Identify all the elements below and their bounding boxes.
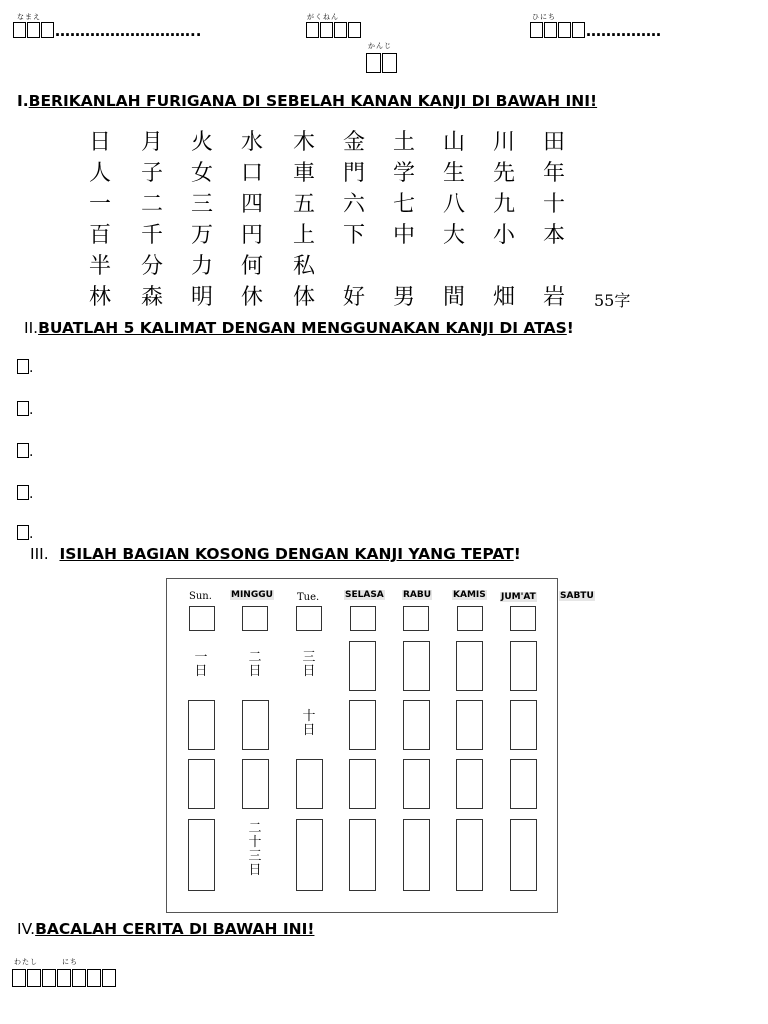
cal-box-r3c4[interactable] [349,759,376,809]
kanji-cell: 上 [292,223,315,248]
kanji-cell: 水 [240,130,263,155]
cal-box-r3c3[interactable] [296,759,323,809]
cal-header-box-3[interactable] [296,606,322,631]
cal-box-r2c1[interactable] [188,700,215,750]
kanji-cell: 十 [542,192,565,217]
class-field[interactable] [306,22,362,40]
calendar [166,578,558,913]
cal-box-r2c4[interactable] [349,700,376,750]
section-2-heading: II.BUATLAH 5 KALIMAT DENGAN MENGGUNAKAN KANJI DI ATAS! [24,319,574,337]
kanji-cell: 半 [88,254,111,279]
kanji-cell: 男 [392,285,415,310]
story-ruby-2: にち [62,958,78,966]
name-dots: ……………………….. [55,22,202,40]
page-title [366,53,398,75]
kanji-cell: 一 [88,192,111,217]
story-ruby-1: わたし [14,958,38,966]
cal-box-r4c3[interactable] [296,819,323,891]
cal-box-r2c5[interactable] [403,700,430,750]
sentence-item-5[interactable]: . [17,525,33,542]
day-minggu: MINGGU [231,590,273,600]
kanji-cell: 何 [240,254,263,279]
cal-box-r1c4[interactable] [349,641,376,691]
kanji-cell: 学 [392,161,415,186]
day-rabu: RABU [403,590,432,600]
kanji-cell: 木 [292,130,315,155]
kanji-cell: 休 [240,285,263,310]
title-ruby: かんじ [368,42,392,50]
day-kamis: KAMIS [453,590,486,600]
kanji-cell: 好 [342,285,365,310]
kanji-grid [76,128,642,310]
section-3-heading: III. ISILAH BAGIAN KOSONG DENGAN KANJI YANG TEPAT! [30,545,521,563]
cal-header-box-1[interactable] [189,606,215,631]
kanji-cell: 畑 [492,285,515,310]
cal-box-r4c5[interactable] [403,819,430,891]
date-dots: …………… [586,22,661,40]
kanji-cell: 土 [392,130,415,155]
kanji-cell: 林 [88,285,111,310]
sentence-item-4[interactable]: . [17,485,33,502]
kanji-cell: 九 [492,192,515,217]
kanji-cell: 小 [492,223,515,248]
cal-box-r2c6[interactable] [456,700,483,750]
kanji-cell: 川 [492,130,515,155]
sentence-item-1[interactable]: . [17,359,33,376]
kanji-cell: 山 [442,130,465,155]
kanji-cell: 四 [240,192,263,217]
class-ruby: がくねん [307,13,339,21]
kanji-cell: 車 [292,161,315,186]
kanji-cell: 五 [292,192,315,217]
cal-box-r1c5[interactable] [403,641,430,691]
day-sabtu: SABTU [560,591,594,601]
sentence-item-2[interactable]: . [17,401,33,418]
cal-header-box-4[interactable] [350,606,376,631]
kanji-cell: 森 [140,285,163,310]
kanji-cell: 三 [190,192,213,217]
kanji-cell: 年 [542,161,565,186]
kanji-cell: 大 [442,223,465,248]
kanji-cell: 先 [492,161,515,186]
kanji-cell: 分 [140,254,163,279]
kanji-cell: 百 [88,223,111,248]
date-23: 二 十 三 日 [248,821,262,878]
kanji-cell: 七 [392,192,415,217]
sentence-item-3[interactable]: . [17,443,33,460]
day-jumat: JUM'AT [501,592,536,602]
kanji-count: 55字 [594,291,631,310]
kanji-cell: 田 [542,130,565,155]
day-tue: Tue. [297,592,320,603]
cal-box-r3c7[interactable] [510,759,537,809]
kanji-cell: 力 [190,254,213,279]
date-1: 一 日 [194,650,208,679]
kanji-cell: 間 [442,285,465,310]
name-ruby: なまえ [17,13,41,21]
cal-box-r3c6[interactable] [456,759,483,809]
date-field[interactable] [530,22,661,40]
kanji-cell: 門 [342,161,365,186]
kanji-cell: 日 [88,130,111,155]
kanji-cell: 明 [190,285,213,310]
kanji-cell: 八 [442,192,465,217]
date-10: 十 日 [302,709,316,738]
cal-box-r4c6[interactable] [456,819,483,891]
cal-box-r3c2[interactable] [242,759,269,809]
kanji-cell: 二 [140,192,163,217]
kanji-cell: 本 [542,223,565,248]
cal-header-box-7[interactable] [510,606,536,631]
cal-header-box-6[interactable] [457,606,483,631]
day-sun: Sun. [189,591,212,602]
cal-box-r1c7[interactable] [510,641,537,691]
name-field[interactable] [13,22,201,40]
kanji-cell: 千 [140,223,163,248]
cal-header-box-2[interactable] [242,606,268,631]
date-3: 三 日 [302,650,316,679]
kanji-cell: 口 [240,161,263,186]
section-4-heading: IV.BACALAH CERITA DI BAWAH INI! [17,920,315,938]
cal-box-r2c7[interactable] [510,700,537,750]
cal-box-r4c1[interactable] [188,819,215,891]
day-selasa: SELASA [345,590,384,600]
cal-header-box-5[interactable] [403,606,429,631]
kanji-cell: 体 [292,285,315,310]
kanji-cell: 人 [88,161,111,186]
kanji-cell: 子 [140,161,163,186]
kanji-cell: 円 [240,223,263,248]
kanji-cell: 万 [190,223,213,248]
kanji-cell: 下 [342,223,365,248]
kanji-cell: 岩 [542,285,565,310]
kanji-cell: 六 [342,192,365,217]
section-1-heading: I.BERIKANLAH FURIGANA DI SEBELAH KANAN KANJI DI BAWAH INI! [17,92,598,110]
cal-box-r4c7[interactable] [510,819,537,891]
story-title [12,969,117,989]
kanji-cell: 中 [392,223,415,248]
cal-box-r2c2[interactable] [242,700,269,750]
date-ruby: ひにち [532,13,556,21]
kanji-cell: 女 [190,161,213,186]
kanji-cell: 生 [442,161,465,186]
cal-box-r3c1[interactable] [188,759,215,809]
kanji-cell: 火 [190,130,213,155]
kanji-cell: 私 [292,254,315,279]
date-2: 二 日 [248,650,262,679]
cal-box-r4c4[interactable] [349,819,376,891]
cal-box-r3c5[interactable] [403,759,430,809]
kanji-cell: 月 [140,130,163,155]
cal-box-r1c6[interactable] [456,641,483,691]
kanji-cell: 金 [342,130,365,155]
